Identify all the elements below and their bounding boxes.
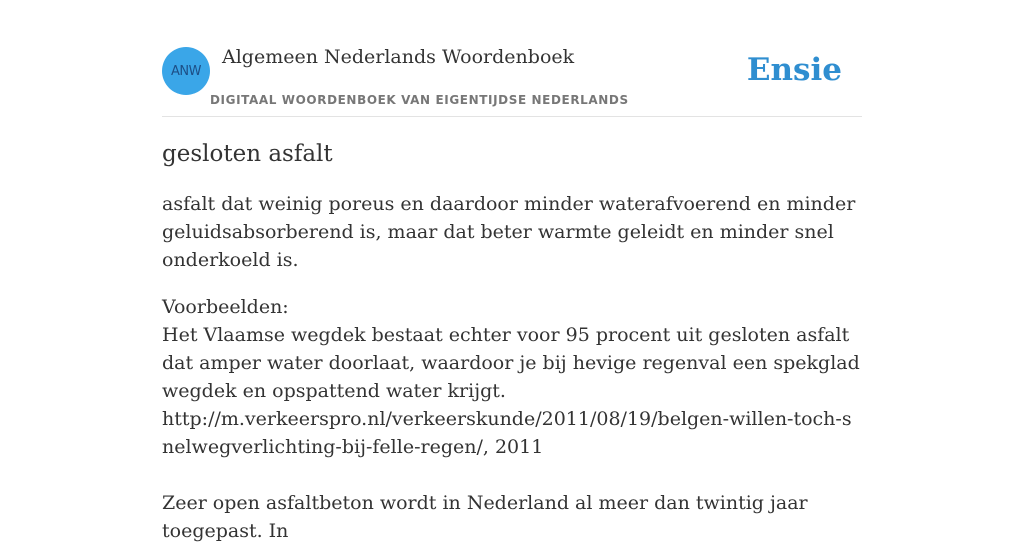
ensie-logo[interactable]: Ensie bbox=[746, 52, 842, 88]
header bbox=[162, 40, 862, 117]
examples-label: Voorbeelden: bbox=[162, 296, 289, 318]
entry-content bbox=[162, 138, 862, 545]
source-subtitle: DIGITAAL WOORDENBOEK VAN EIGENTIJDSE NEDERLANDS bbox=[210, 93, 629, 107]
example-text: Het Vlaamse wegdek bestaat echter voor 95 procent uit gesloten asfalt dat amper water doorlaat, waardoor je bij hevige regenval een spekglad wegdek en opspattend water krijgt. bbox=[162, 324, 860, 402]
example-source: http://m.verkeerspro.nl/verkeerskunde/2011/08/19/belgen-willen-toch-snelwegverlichting-bij-felle-regen/, 2011 bbox=[162, 408, 852, 458]
example-spacer bbox=[162, 461, 862, 489]
logo-text: ANW bbox=[171, 63, 201, 79]
entry-term: gesloten asfalt bbox=[162, 141, 333, 167]
source-title[interactable]: Algemeen Nederlands Woordenboek bbox=[222, 46, 575, 68]
entry-definition: asfalt dat weinig poreus en daardoor minder waterafvoerend en minder geluidsabsorberend is, maar dat beter warmte geleidt en minder snel onderkoeld is. bbox=[162, 193, 856, 271]
examples-block bbox=[162, 293, 862, 545]
anw-logo[interactable] bbox=[162, 47, 210, 95]
example-text-2: Zeer open asfaltbeton wordt in Nederland al meer dan twintig jaar toegepast. In bbox=[162, 492, 808, 542]
